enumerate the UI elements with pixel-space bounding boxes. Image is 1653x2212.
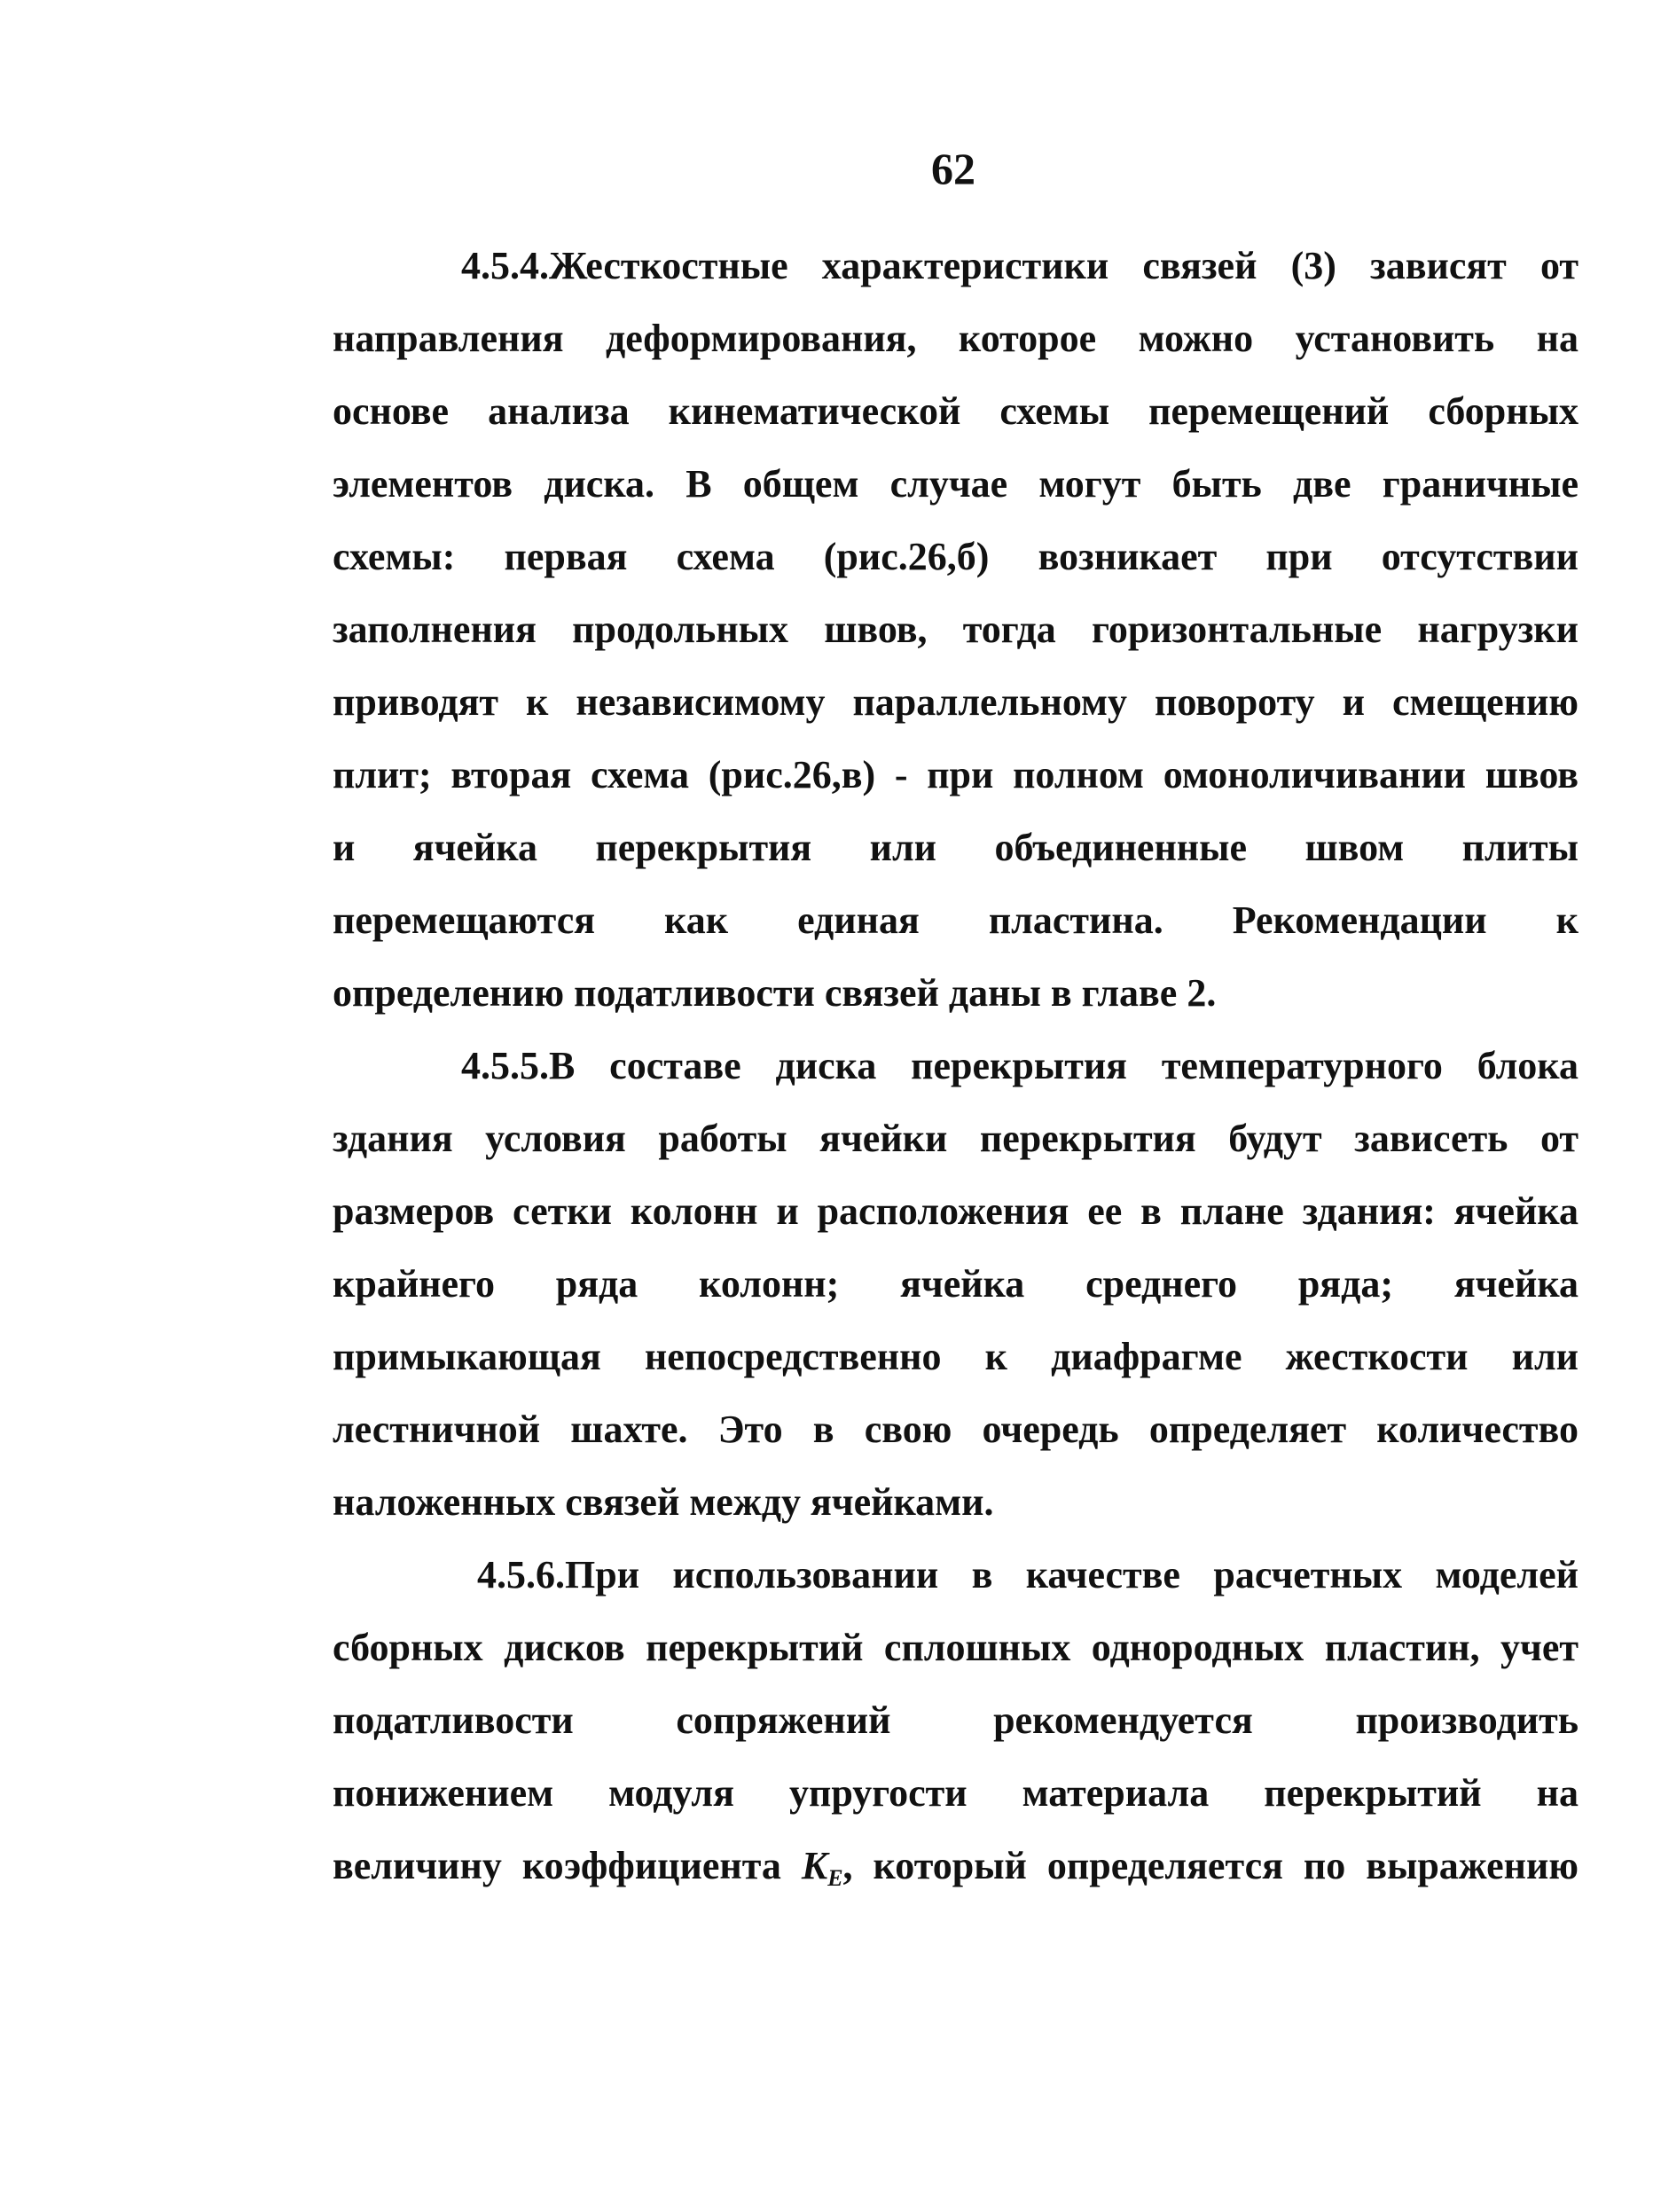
coefficient-letter: K bbox=[801, 1844, 828, 1887]
paragraph-line: определению податливости связей даны в главе 2. bbox=[333, 971, 1217, 1015]
paragraph-line: размеров сетки колонн и расположения ее в плане здания: ячейка bbox=[333, 1189, 1579, 1233]
paragraph-line: лестничной шахте. Это в свою очередь определяет количество bbox=[333, 1408, 1579, 1451]
paragraph-line: понижением модуля упругости материала перекрытий на bbox=[333, 1771, 1579, 1815]
coefficient-subscript: E bbox=[827, 1865, 843, 1891]
paragraph-line-formula bbox=[333, 1839, 1579, 1905]
paragraph-line: 4.5.4.Жесткостные характеристики связей (3) зависят от bbox=[461, 244, 1579, 287]
paragraph-line: сборных дисков перекрытий сплошных однородных пластин, учет bbox=[333, 1626, 1579, 1669]
paragraph-line: 4.5.6.При использовании в качестве расчетных моделей bbox=[477, 1553, 1579, 1596]
paragraph-line: приводят к независимому параллельному повороту и смещению bbox=[333, 680, 1579, 724]
paragraph-line: плит; вторая схема (рис.26,в) - при полном омоноличивании швов bbox=[333, 753, 1579, 796]
paragraph-line: 4.5.5.В составе диска перекрытия температурного блока bbox=[461, 1044, 1579, 1087]
paragraph-line: и ячейка перекрытия или объединенные швом плиты bbox=[333, 826, 1579, 869]
text-before-symbol: величину коэффициента bbox=[333, 1844, 802, 1887]
paragraph-line: заполнения продольных швов, тогда горизонтальные нагрузки bbox=[333, 608, 1579, 651]
paragraph-line: перемещаются как единая пластина. Рекомендации к bbox=[333, 898, 1579, 942]
paragraph-line: крайнего ряда колонн; ячейка среднего ряда; ячейка bbox=[333, 1262, 1579, 1306]
paragraph-line: основе анализа кинематической схемы перемещений сборных bbox=[333, 389, 1579, 433]
paragraph-line: элементов диска. В общем случае могут быть две граничные bbox=[333, 462, 1579, 506]
paragraph-line: здания условия работы ячейки перекрытия будут зависеть от bbox=[333, 1117, 1579, 1160]
paragraph-line: податливости сопряжений рекомендуется производить bbox=[333, 1698, 1579, 1742]
coefficient-symbol bbox=[801, 1844, 843, 1891]
paragraph-line: примыкающая непосредственно к диафрагме жесткости или bbox=[333, 1335, 1579, 1378]
paragraph-line: направления деформирования, которое можно установить на bbox=[333, 317, 1579, 360]
paragraph-line: схемы: первая схема (рис.26,б) возникает при отсутствии bbox=[333, 535, 1579, 578]
page-number: 62 bbox=[931, 144, 975, 193]
text-after-symbol: , который определяется по выражению bbox=[842, 1844, 1579, 1887]
paragraph-line: наложенных связей между ячейками. bbox=[333, 1480, 994, 1524]
